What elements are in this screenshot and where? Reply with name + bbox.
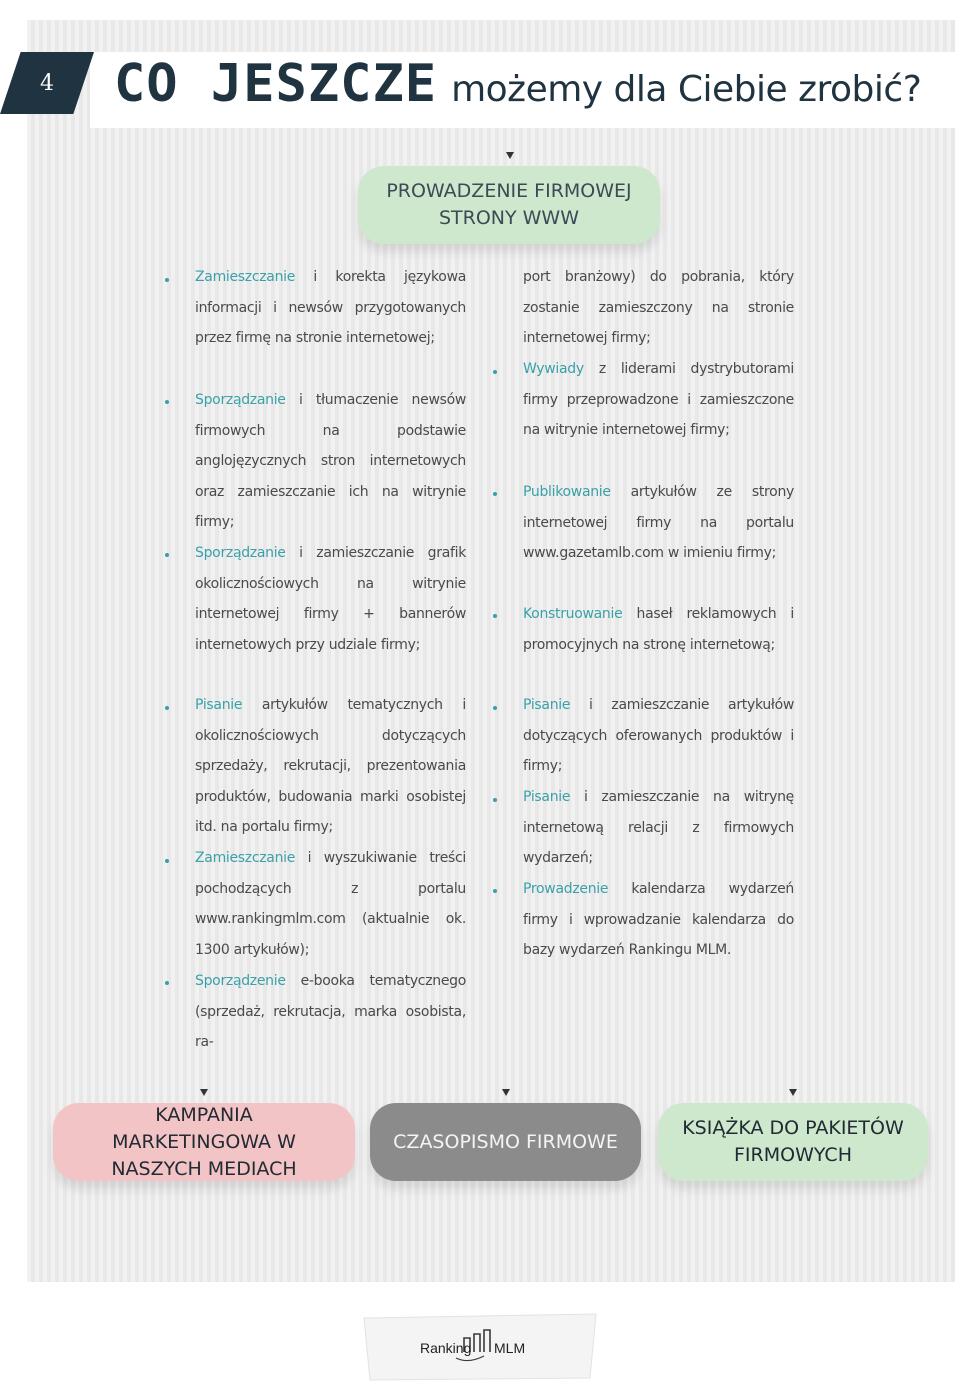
list-item	[523, 354, 794, 446]
box-ksiazka-do-pakietow	[658, 1103, 928, 1181]
box-firmowa-strona-www	[358, 166, 660, 244]
page-title	[114, 54, 921, 116]
bullet	[493, 370, 497, 374]
item-keyword: Pisanie	[523, 789, 571, 805]
logo-text-ranking: Ranking	[420, 1340, 472, 1356]
item-keyword: Sporządzanie	[195, 392, 286, 408]
item-text: i korekta językowa informacji i newsów przygotowanych przez firmę na stronie internetowej;	[195, 269, 466, 347]
item-text: i tłumaczenie newsów firmowych na podstawie anglojęzycznych stron internetowych oraz zamieszczanie ich na witrynie firmy;	[195, 392, 466, 531]
bullet	[165, 981, 169, 985]
item-keyword: Sporządzenie	[195, 973, 286, 989]
box-kampania-marketingowa	[53, 1103, 355, 1181]
box-czasopismo-firmowe	[370, 1103, 641, 1181]
list-item	[195, 843, 466, 965]
item-text: port branżowy) do pobrania, który zostanie zamieszczony na stronie internetowej firmy;	[523, 269, 794, 347]
list-item-continuation	[523, 262, 794, 354]
item-keyword: Sporządzanie	[195, 545, 286, 561]
item-keyword: Wywiady	[523, 361, 584, 377]
bullet	[493, 889, 497, 893]
list-item	[523, 690, 794, 782]
list-item	[195, 262, 466, 354]
page-number: 4	[40, 70, 54, 96]
bullet	[165, 706, 169, 710]
list-item	[523, 599, 794, 660]
item-text: haseł reklamowych i promocyjnych na stronę internetową;	[523, 606, 794, 653]
arrow-down-icon	[200, 1089, 208, 1096]
item-text: i zamieszczanie grafik okolicznościowych na witrynie internetowej firmy + bannerów internetowych przy udziale firmy;	[195, 545, 466, 653]
box-label: KAMPANIA MARKETINGOWA W NASZYCH MEDIACH	[111, 1103, 297, 1180]
title-light: możemy dla Ciebie zrobić?	[451, 69, 922, 110]
item-text: i wyszukiwanie treści pochodzących z portalu www.rankingmlm.com (aktualnie ok. 1300 artykułów);	[195, 850, 466, 958]
item-keyword: Prowadzenie	[523, 881, 609, 897]
box-label: KSIĄŻKA DO PAKIETÓW FIRMOWYCH	[682, 1117, 904, 1166]
bullet	[493, 614, 497, 618]
item-keyword: Pisanie	[523, 697, 571, 713]
bullet	[493, 798, 497, 802]
item-text: artykułów tematycznych i okolicznościowych dotyczących sprzedaży, rekrutacji, prezentowania produktów, budowania marki osobistej itd. na portalu firmy;	[195, 697, 466, 836]
list-item	[195, 538, 466, 660]
box-label: PROWADZENIE FIRMOWEJ STRONY WWW	[386, 180, 632, 229]
bullet	[493, 492, 497, 496]
bullet	[493, 706, 497, 710]
item-text: artykułów ze strony internetowej firmy na portalu www.gazetamlb.com w imieniu firmy;	[523, 484, 794, 562]
bullet	[165, 400, 169, 404]
ranking-mlm-logo	[360, 1312, 600, 1382]
item-keyword: Pisanie	[195, 697, 243, 713]
bullet	[165, 859, 169, 863]
item-keyword: Zamieszczanie	[195, 269, 296, 285]
list-item	[195, 385, 466, 538]
item-text: z liderami dystrybutorami firmy przeprowadzone i zamieszczone na witrynie internetowej firmy;	[523, 361, 794, 439]
list-item	[523, 874, 794, 966]
arrow-down-icon	[502, 1089, 510, 1096]
item-text: e-booka tematycznego (sprzedaż, rekrutacja, marka osobista, ra-	[195, 973, 466, 1051]
item-keyword: Publikowanie	[523, 484, 611, 500]
arrow-down-icon	[789, 1089, 797, 1096]
bullet	[165, 278, 169, 282]
item-text: i zamieszczanie artykułów dotyczących oferowanych produktów i firmy;	[523, 697, 794, 775]
item-keyword: Konstruowanie	[523, 606, 623, 622]
box-label: CZASOPISMO FIRMOWE	[393, 1130, 618, 1153]
list-item	[523, 477, 794, 569]
title-bold: CO JESZCZE	[114, 54, 438, 114]
list-item	[195, 966, 466, 1058]
list-item	[195, 690, 466, 843]
arrow-down-icon	[506, 152, 514, 159]
logo-text-mlm: MLM	[494, 1340, 526, 1356]
list-item	[523, 782, 794, 874]
item-text: kalendarza wydarzeń firmy i wprowadzanie kalendarza do bazy wydarzeń Rankingu MLM.	[523, 881, 794, 959]
bullet	[165, 553, 169, 557]
item-text: i zamieszczanie na witrynę internetową relacji z firmowych wydarzeń;	[523, 789, 794, 867]
item-keyword: Zamieszczanie	[195, 850, 296, 866]
